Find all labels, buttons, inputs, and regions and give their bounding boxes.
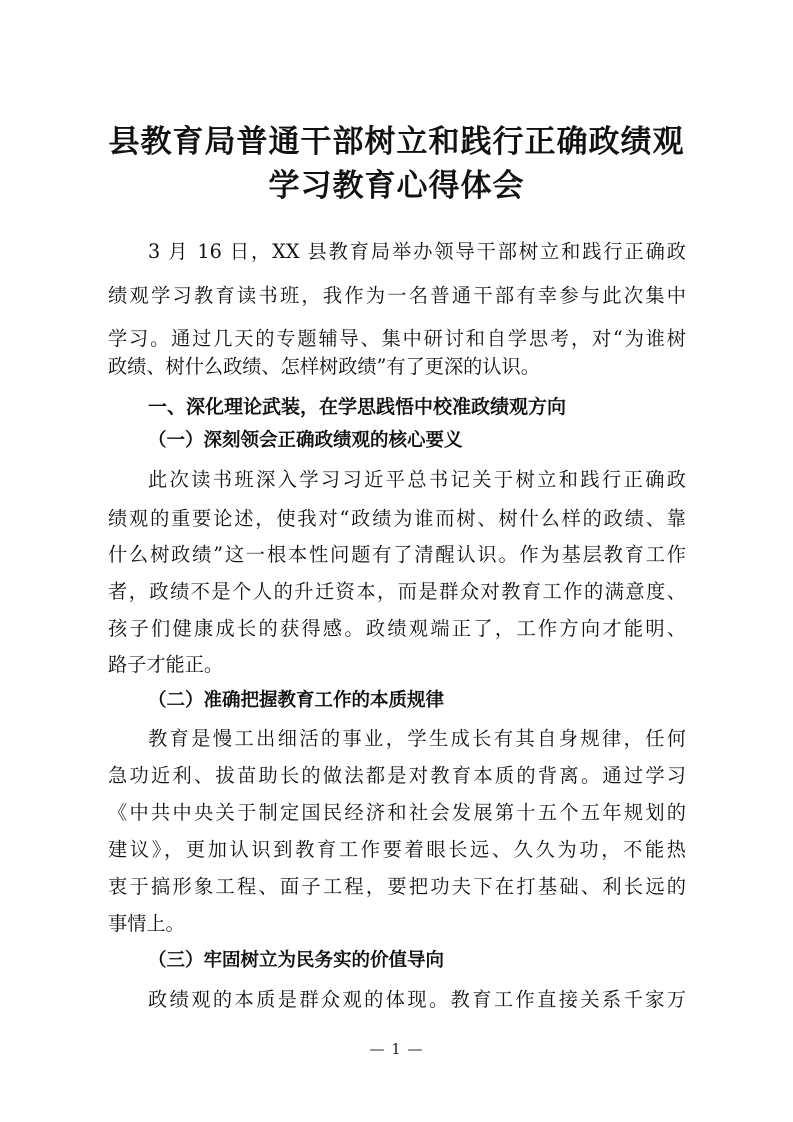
paragraph-line: 急功近利、拔苗助长的做法都是对教育本质的背离。通过学习	[108, 764, 686, 787]
document-title-line-2: 学习教育心得体会	[268, 168, 525, 204]
subsection-heading: （三）牢固树立为民务实的价值导向	[148, 950, 445, 971]
page-number: — 1 —	[369, 1040, 424, 1058]
paragraph-line: 建议》，更加认识到教育工作要着眼长远、久久为功，不能热	[108, 838, 686, 861]
subsection-heading: （二）准确把握教育工作的本质规律	[148, 690, 445, 711]
paragraph-line: 《中共中央关于制定国民经济和社会发展第十五个五年规划的	[108, 801, 686, 824]
paragraph-line: 政绩观的本质是群众观的体现。教育工作直接关系千家万	[148, 988, 686, 1011]
paragraph-line: 衷于搞形象工程、面子工程，要把功夫下在打基础、利长远的	[108, 875, 686, 898]
paragraph-line: 什么树政绩”这一根本性问题有了清醒认识。作为基层教育工作	[108, 543, 686, 566]
paragraph-line: 学习。通过几天的专题辅导、集中研讨和自学思考，对“为谁树	[108, 327, 686, 350]
document-title-line-1: 县教育局普通干部树立和践行正确政绩观	[108, 124, 685, 160]
paragraph-line: 事情上。	[108, 912, 185, 935]
section-heading: 一、深化理论武装，在学思践悟中校准政绩观方向	[148, 396, 567, 418]
subsection-heading: （一）深刻领会正确政绩观的核心要义	[148, 430, 463, 451]
paragraph-line: 教育是慢工出细活的事业，学生成长有其自身规律，任何	[148, 727, 686, 750]
paragraph-line: 此次读书班深入学习习近平总书记关于树立和践行正确政	[148, 468, 686, 491]
paragraph-line: 3 月 16 日，XX 县教育局举办领导干部树立和践行正确政	[148, 240, 686, 263]
paragraph-line: 者，政绩不是个人的升迁资本，而是群众对教育工作的满意度、	[108, 580, 686, 603]
paragraph-line: 政绩、树什么政绩、怎样树政绩”有了更深的认识。	[108, 355, 540, 378]
paragraph-line: 绩观学习教育读书班，我作为一名普通干部有幸参与此次集中	[108, 284, 686, 307]
paragraph-line: 路子才能正。	[108, 653, 224, 676]
paragraph-line: 绩观的重要论述，使我对“政绩为谁而树、树什么样的政绩、靠	[108, 507, 686, 530]
paragraph-line: 孩子们健康成长的获得感。政绩观端正了，工作方向才能明、	[108, 617, 686, 640]
